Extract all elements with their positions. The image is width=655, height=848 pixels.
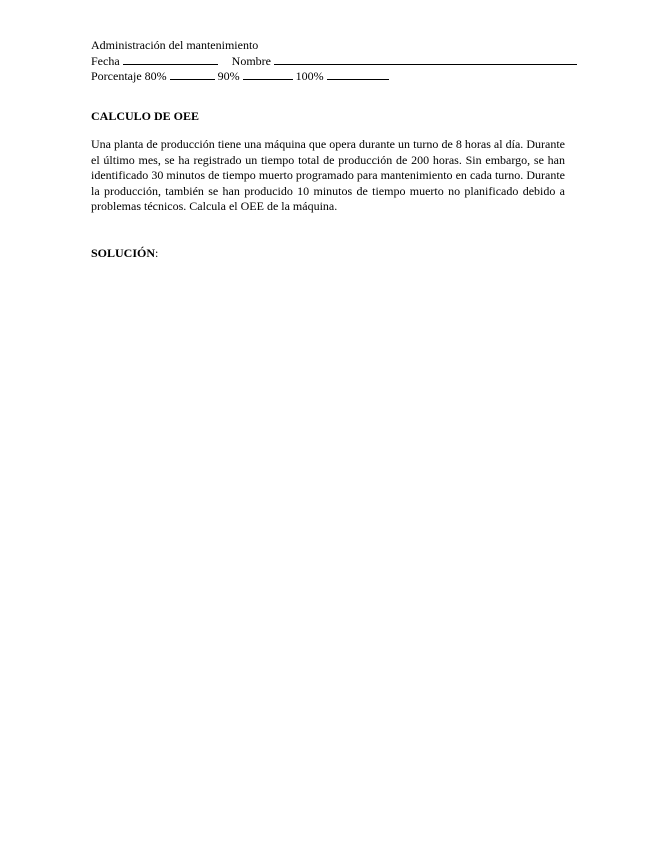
porcentaje-90-label: 90% <box>217 69 240 83</box>
porcentaje-line <box>91 68 565 83</box>
fecha-blank[interactable] <box>123 53 218 65</box>
solution-colon: : <box>155 245 159 260</box>
porcentaje-90-blank[interactable] <box>243 68 293 80</box>
solution-label: SOLUCIÓN <box>91 245 156 260</box>
porcentaje-100-blank[interactable] <box>327 68 389 80</box>
course-name: Administración del mantenimiento <box>91 38 259 52</box>
solution-heading <box>91 246 565 261</box>
problem-statement: Una planta de producción tiene una máquina que opera durante un turno de 8 horas al día. Durante el último mes, se ha registrado un tiempo total de producción de 200 horas. Sin embargo, se han identificado 30 minutos de tiempo muerto programado para mantenimiento en cada turno. Durante la producción, también se han producido 10 minutos de tiempo muerto no planificado debido a problemas técnicos. Calcula el OEE de la máquina. <box>91 137 565 213</box>
porcentaje-80-blank[interactable] <box>170 68 215 80</box>
course-title <box>91 38 565 53</box>
nombre-blank[interactable] <box>274 53 577 65</box>
fecha-nombre-line <box>91 53 565 68</box>
worksheet-page <box>91 38 565 261</box>
fecha-label: Fecha <box>91 54 120 68</box>
porcentaje-80-label: Porcentaje 80% <box>91 69 167 83</box>
nombre-label: Nombre <box>231 54 271 68</box>
exercise-title: CALCULO DE OEE <box>91 109 200 123</box>
porcentaje-100-label: 100% <box>295 69 324 83</box>
